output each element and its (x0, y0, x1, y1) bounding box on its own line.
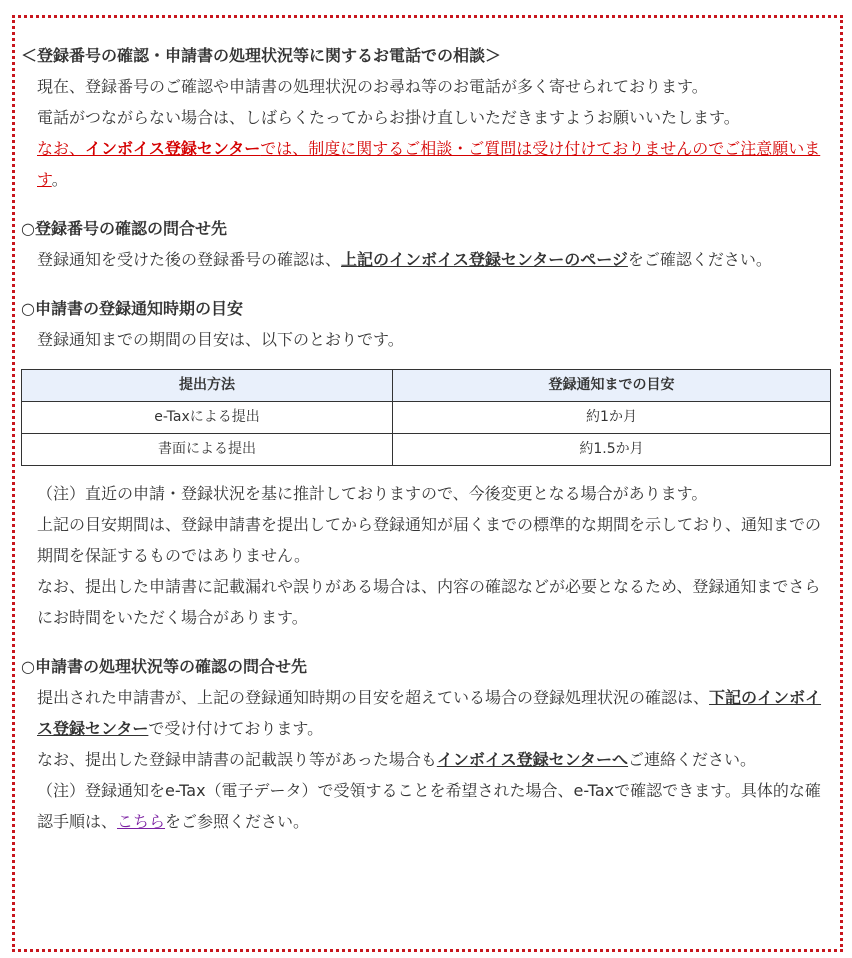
notice-content (21, 40, 831, 837)
intro-paragraph-1: 現在、登録番号のご確認や申請書の処理状況のお尋ね等のお電話が多く寄せられております。 (37, 77, 708, 96)
table-header-estimate: 登録通知までの目安 (393, 370, 831, 402)
section1-text (21, 244, 831, 275)
section3-p1-b: で受け付けております。 (148, 719, 324, 738)
warning-center-name: インボイス登録センター (85, 139, 261, 158)
warning-text-b: では、制度に関するご相談・ご質問は受け付けておりませんのでご注意願います (37, 139, 821, 189)
intro-paragraph-2: 電話がつながらない場合は、しばらくたってからお掛け直しいただきますようお願いいたします。 (37, 108, 740, 127)
table-cell-estimate: 約1.5か月 (393, 434, 831, 466)
section1-text-a: 登録通知を受けた後の登録番号の確認は、 (37, 250, 342, 269)
section2-intro: 登録通知までの期間の目安は、以下のとおりです。 (37, 330, 404, 349)
section3-p3-a: （注）登録通知をe-Tax（電子データ）で受領することを希望された場合、e-Taxで確認できます。具体的な確認手順は、 (37, 781, 821, 831)
section2-note-1: （注）直近の申請・登録状況を基に推計しておりますので、今後変更となる場合があります。 (37, 484, 708, 503)
warning-text (37, 139, 820, 189)
section3-paragraph-1 (21, 682, 831, 744)
table-cell-estimate: 約1か月 (393, 402, 831, 434)
center-page-link[interactable]: 上記のインボイス登録センターのページ (341, 250, 628, 269)
section3-heading: ○申請書の処理状況等の確認の問合せ先 (21, 657, 307, 676)
procedure-link[interactable]: こちら (117, 812, 166, 831)
center-below-link[interactable]: 下記のインボイス登録センター (37, 688, 822, 738)
table-row (22, 434, 831, 466)
section2-note-3: なお、提出した申請書に記載漏れや誤りがある場合は、内容の確認などが必要となるため、登録通知までさらにお時間をいただく場合があります。 (37, 577, 821, 627)
section2-heading: ○申請書の登録通知時期の目安 (21, 299, 243, 318)
section3-paragraph-2 (21, 744, 831, 775)
center-contact-link[interactable]: インボイス登録センターへ (436, 750, 629, 769)
table-header-row (22, 370, 831, 402)
section2-note-2: 上記の目安期間は、登録申請書を提出してから登録通知が届くまでの標準的な期間を示しており、通知までの期間を保証するものではありません。 (37, 515, 822, 565)
section3-p2-a: なお、提出した登録申請書の記載誤り等があった場合も (37, 750, 437, 769)
warning-end: 。 (51, 170, 68, 189)
intro-warning (21, 133, 831, 195)
section3-paragraph-3 (21, 775, 831, 837)
table-cell-method: e-Taxによる提出 (22, 402, 393, 434)
section1-text-b: をご確認ください。 (627, 250, 772, 269)
table-header-method: 提出方法 (22, 370, 393, 402)
page-title: ＜登録番号の確認・申請書の処理状況等に関するお電話での相談＞ (21, 46, 502, 65)
section3-p2-b: ご連絡ください。 (628, 750, 757, 769)
table-row (22, 402, 831, 434)
section1-heading: ○登録番号の確認の問合せ先 (21, 219, 227, 238)
warning-text-a: なお、 (37, 139, 86, 158)
notification-timeline-table (21, 369, 831, 466)
section3-p1-a: 提出された申請書が、上記の登録通知時期の目安を超えている場合の登録処理状況の確認は、 (37, 688, 710, 707)
section3-p3-b: をご参照ください。 (165, 812, 310, 831)
table-cell-method: 書面による提出 (22, 434, 393, 466)
